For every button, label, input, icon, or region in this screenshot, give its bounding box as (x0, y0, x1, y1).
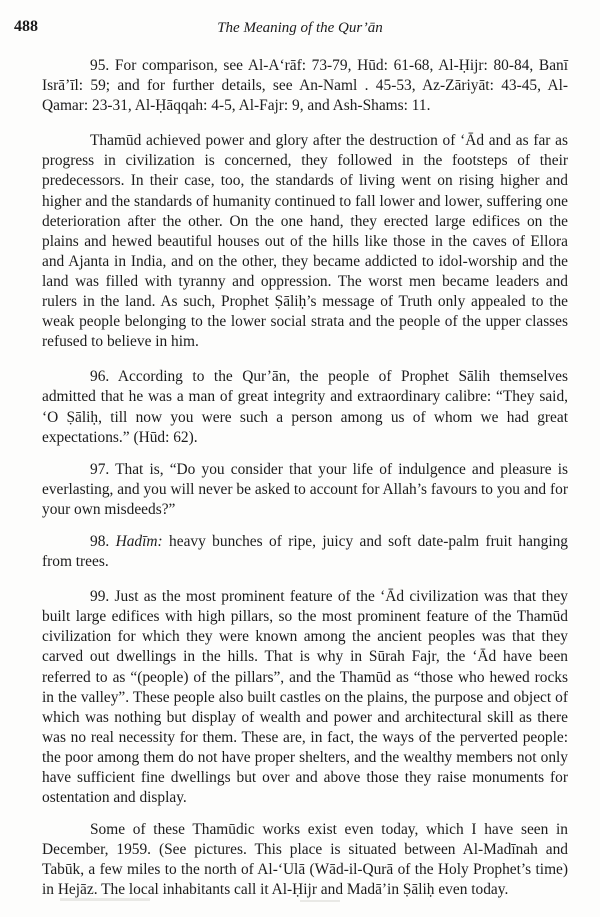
page-header (14, 18, 586, 42)
running-head: The Meaning of the Qur’ān (217, 20, 383, 36)
note-99: 99. Just as the most prominent feature of the ‘Ād civilization was that they built large edifices with high pillars, so the most prominent feature of the Thamūd civilization for which they were known among the ancient peoples was that they carved out dwellings in the hills. That is why in Sūrah Fajr, the ‘Ād have been referred to as “(people) of the pillars”, and the Thamūd as “those who hewed rocks in the valley”. These people also built castles on the plains, the purpose and object of which was nothing but display of wealth and power and architectural skill as there was no real necessity for them. These are, in fact, the ways of the perverted people: the poor among them do not have proper shelters, and the wealthy members not only have sufficient fine dwellings but over and above those they raise monuments for ostentation and display. (42, 588, 568, 807)
notes-body (42, 56, 568, 901)
note-95-continuation: Thamūd achieved power and glory after the destruction of ‘Ād and as far as progress in civilization is concerned, they followed in the footsteps of their predecessors. In their case, too, the standards of living went on rising higher and higher and the standards of humanity continued to fall lower and lower, suffering one deterioration after the other. On the one hand, they erected large edifices on the plains and hewed beautiful houses out of the hills like those in the caves of Ellora and Ajanta in India, and on the other, they became addicted to idol-worship and the land was filled with tyranny and oppression. The worst men became leaders and rulers in the land. As such, Prophet Ṣāliḥ’s message of Truth only appealed to the weak people belonging to the lower social strata and the people of the upper classes refused to believe in him. (42, 132, 568, 351)
page-number: 488 (14, 18, 38, 35)
scan-smudge (300, 900, 340, 902)
note-98: 98. Hadīm: heavy bunches of ripe, juicy and soft date-palm fruit hanging from trees. (42, 532, 568, 571)
note-96: 96. According to the Qur’ān, the people of Prophet Sālih themselves admitted that he was a man of great integrity and extraordinary calibre: “They said, ‘O Ṣāliḥ, till now you were such a person among us of whom we had great expectations.” (Hūd: 62). (42, 368, 568, 446)
note-98-term: Hadīm: (115, 532, 163, 550)
note-97: 97. That is, “Do you consider that your life of indulgence and pleasure is everlasting, and you will never be asked to account for Allah’s favours to you and for your own misdeeds?” (42, 460, 568, 518)
scan-smudge (60, 898, 150, 901)
note-98-text: heavy bunches of ripe, juicy and soft date-palm fruit hanging from trees. (42, 532, 568, 571)
note-99-continuation: Some of these Thamūdic works exist even today, which I have seen in December, 1959. (See pictures. This place is situated between Al-Madīnah and Tabūk, a few miles to the north of Al-‘Ulā (Wād-il-Qurā of the Holy Prophet’s time) in Hejāz. The local inhabitants call it Al-Ḥijr and Madā’in Ṣāliḥ even today. (42, 821, 568, 899)
note-95: 95. For comparison, see Al-A‘rāf: 73-79, Hūd: 61-68, Al-Ḥijr: 80-84, Banī Isrā’īl: 59; and for further details, see An-Naml . 45-53, Az-Zāriyāt: 43-45, Al-Qamar: 23-31, Al-Ḥāqqah: 4-5, Al-Fajr: 9, and Ash-Shams: 11. (42, 57, 568, 115)
